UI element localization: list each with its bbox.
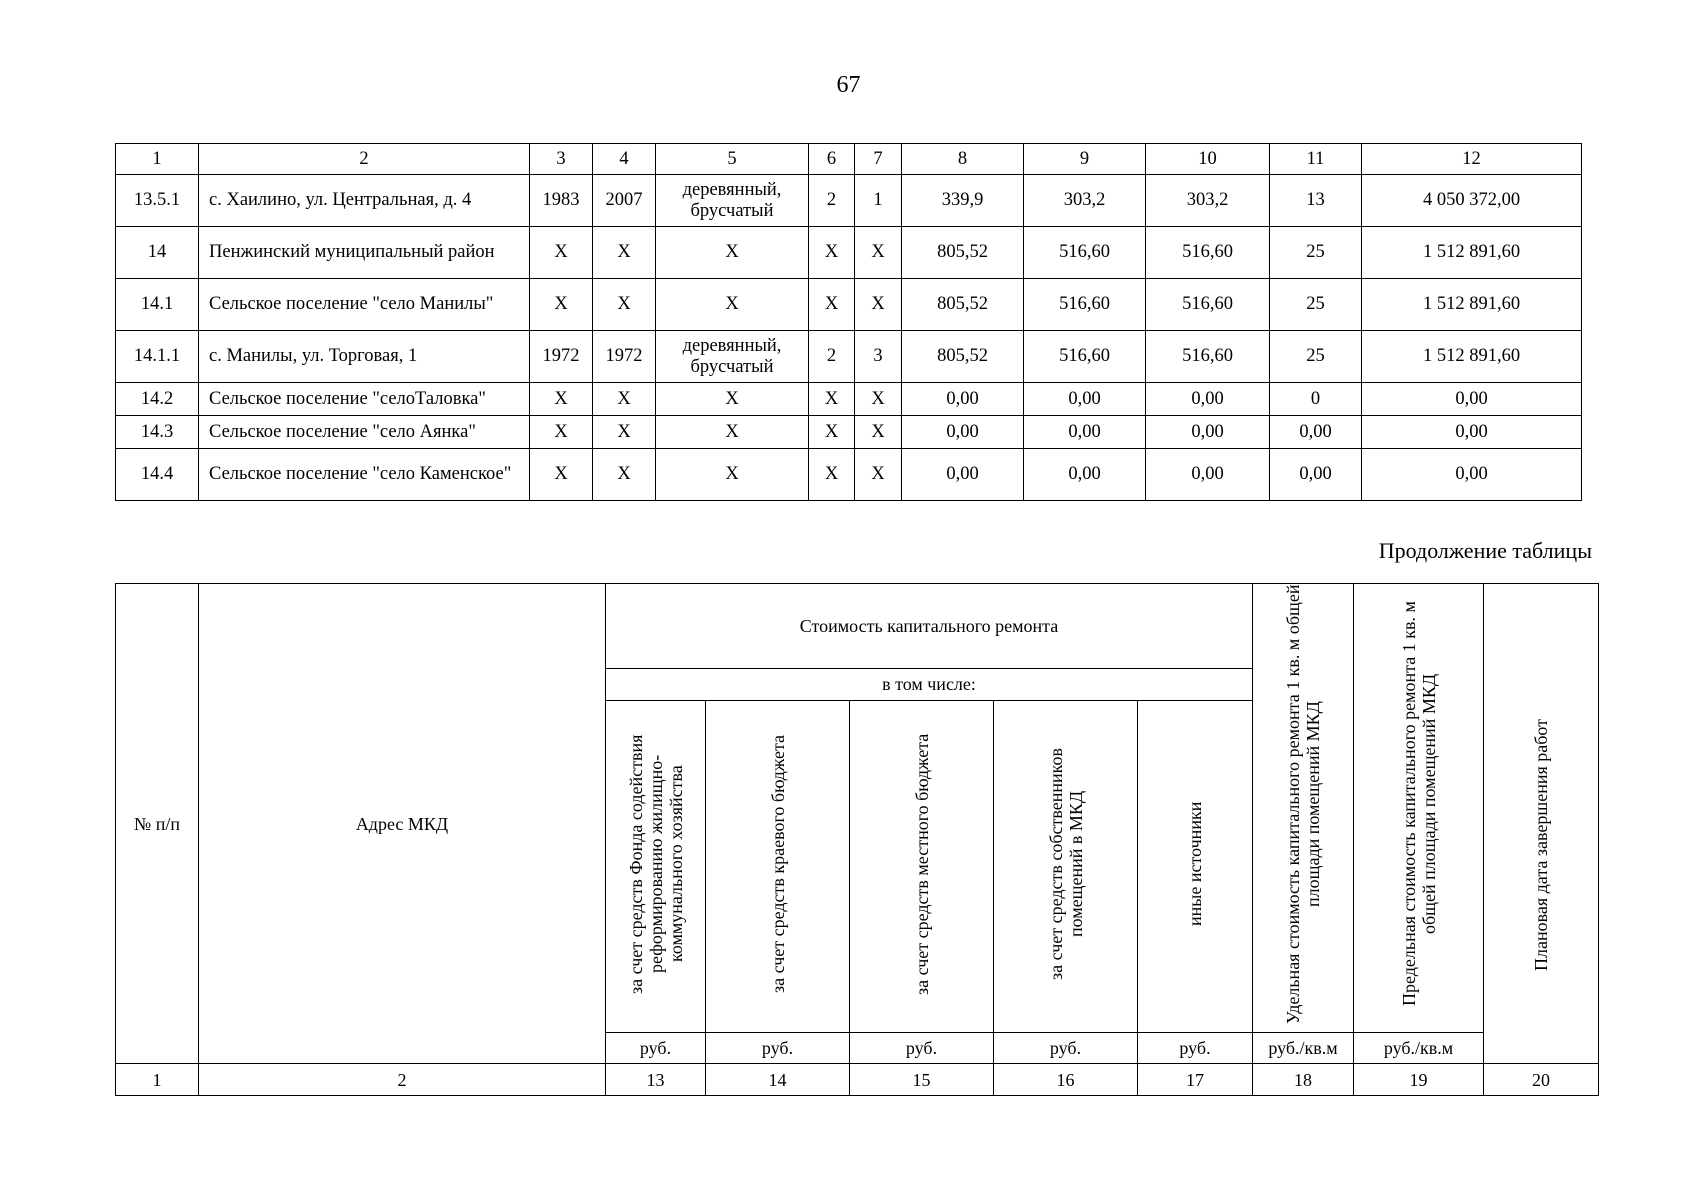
table-cell: 1983 — [530, 175, 593, 227]
table-cell: 13 — [1270, 175, 1362, 227]
column-number-cell: 7 — [855, 144, 902, 175]
column-number-cell: 12 — [1362, 144, 1582, 175]
table-cell: X — [656, 449, 809, 501]
column-number-cell: 19 — [1354, 1064, 1484, 1096]
table-cell: X — [855, 449, 902, 501]
table-cell: X — [530, 227, 593, 279]
header-owners-funds: за счет средств собственников помещений в МКД — [994, 701, 1138, 1033]
header-including: в том числе: — [606, 668, 1253, 700]
column-number-cell: 9 — [1024, 144, 1146, 175]
column-number-cell: 3 — [530, 144, 593, 175]
row-number-cell: 14.2 — [116, 383, 199, 416]
table-cell: 2 — [809, 175, 855, 227]
table-cell: 1 512 891,60 — [1362, 279, 1582, 331]
table-row — [116, 331, 1582, 383]
table-cell: X — [855, 279, 902, 331]
column-number-cell: 15 — [850, 1064, 994, 1096]
table-cell: 805,52 — [902, 227, 1024, 279]
column-number-cell: 17 — [1138, 1064, 1253, 1096]
table-cell: X — [656, 227, 809, 279]
table-cell: 1 512 891,60 — [1362, 227, 1582, 279]
unit-cell: руб. — [994, 1033, 1138, 1064]
table-cell: X — [593, 383, 656, 416]
table-cell: 303,2 — [1024, 175, 1146, 227]
table-cell: 1 512 891,60 — [1362, 331, 1582, 383]
table-cell: 0,00 — [1362, 449, 1582, 501]
header-other-sources: иные источники — [1138, 701, 1253, 1033]
table-row — [116, 416, 1582, 449]
continuation-table — [115, 583, 1599, 1096]
table-cell: 516,60 — [1024, 331, 1146, 383]
row-number-cell: 14.1 — [116, 279, 199, 331]
table-cell: X — [593, 279, 656, 331]
table-cell: 2007 — [593, 175, 656, 227]
table-cell: 0,00 — [902, 449, 1024, 501]
row-number-cell: 14.3 — [116, 416, 199, 449]
table-row — [116, 227, 1582, 279]
page-number: 67 — [836, 72, 861, 98]
table-cell: 516,60 — [1024, 279, 1146, 331]
unit-cell: руб./кв.м — [1253, 1033, 1354, 1064]
header-fund-source: за счет средств Фонда содействия реформированию жилищно-коммунального хозяйства — [606, 701, 706, 1033]
table-cell: 805,52 — [902, 331, 1024, 383]
unit-cell: руб./кв.м — [1354, 1033, 1484, 1064]
unit-cell: руб. — [850, 1033, 994, 1064]
table-cell: 1 — [855, 175, 902, 227]
table-cell: X — [530, 279, 593, 331]
table-cell: 516,60 — [1146, 227, 1270, 279]
column-number-cell: 20 — [1484, 1064, 1599, 1096]
column-number-cell: 11 — [1270, 144, 1362, 175]
table-cell: X — [593, 449, 656, 501]
table-cell: 0,00 — [1146, 383, 1270, 416]
column-number-cell: 4 — [593, 144, 656, 175]
table-cell: X — [530, 416, 593, 449]
column-number-cell: 2 — [199, 1064, 606, 1096]
table-cell: деревянный, брусчатый — [656, 175, 809, 227]
table-cell: 303,2 — [1146, 175, 1270, 227]
column-number-cell: 8 — [902, 144, 1024, 175]
table-cell: X — [809, 227, 855, 279]
address-cell: Сельское поселение "селоТаловка" — [199, 383, 530, 416]
header-address: Адрес МКД — [199, 584, 606, 1064]
table-cell: 0,00 — [1024, 383, 1146, 416]
table-cell: X — [809, 279, 855, 331]
table-cell: 0,00 — [902, 383, 1024, 416]
address-cell: с. Манилы, ул. Торговая, 1 — [199, 331, 530, 383]
table-cell: 339,9 — [902, 175, 1024, 227]
table-cell: 4 050 372,00 — [1362, 175, 1582, 227]
column-number-cell: 1 — [116, 144, 199, 175]
table-cell: X — [855, 416, 902, 449]
column-number-cell: 2 — [199, 144, 530, 175]
table-cell: 0,00 — [1362, 416, 1582, 449]
table-cell: X — [809, 416, 855, 449]
header-regional-budget: за счет средств краевого бюджета — [706, 701, 850, 1033]
table-cell: 0,00 — [1024, 416, 1146, 449]
unit-cell: руб. — [1138, 1033, 1253, 1064]
table-cell: X — [809, 383, 855, 416]
table-cell: 0,00 — [1024, 449, 1146, 501]
header-limit-cost: Предельная стоимость капитального ремонта 1 кв. м общей площади помещений МКД — [1354, 584, 1484, 1033]
table-cell: X — [530, 449, 593, 501]
table-cell: X — [855, 227, 902, 279]
header-repair-cost: Стоимость капитального ремонта — [606, 584, 1253, 669]
column-number-cell: 14 — [706, 1064, 850, 1096]
header-row-number: № п/п — [116, 584, 199, 1064]
table-cell: X — [593, 416, 656, 449]
unit-cell: руб. — [706, 1033, 850, 1064]
table-cell: X — [530, 383, 593, 416]
table-row — [116, 175, 1582, 227]
table-cell: 0,00 — [902, 416, 1024, 449]
address-cell: с. Хаилино, ул. Центральная, д. 4 — [199, 175, 530, 227]
data-table — [115, 143, 1582, 501]
row-number-cell: 14.4 — [116, 449, 199, 501]
table-cell: 3 — [855, 331, 902, 383]
table-cell: 0,00 — [1270, 416, 1362, 449]
table-cell: 805,52 — [902, 279, 1024, 331]
table-continuation-caption: Продолжение таблицы — [1378, 538, 1592, 563]
column-number-cell: 16 — [994, 1064, 1138, 1096]
row-number-cell: 14.1.1 — [116, 331, 199, 383]
table-cell: 1972 — [593, 331, 656, 383]
row-number-cell: 13.5.1 — [116, 175, 199, 227]
table-cell: 0,00 — [1146, 416, 1270, 449]
table-cell: 25 — [1270, 331, 1362, 383]
table-row — [116, 383, 1582, 416]
table-cell: X — [855, 383, 902, 416]
table-cell: 516,60 — [1024, 227, 1146, 279]
table-cell: деревянный, брусчатый — [656, 331, 809, 383]
table-cell: X — [656, 279, 809, 331]
table-cell: 516,60 — [1146, 279, 1270, 331]
unit-cell: руб. — [606, 1033, 706, 1064]
table-cell: 0,00 — [1362, 383, 1582, 416]
header-local-budget: за счет средств местного бюджета — [850, 701, 994, 1033]
table-cell: 1972 — [530, 331, 593, 383]
table-row — [116, 279, 1582, 331]
address-cell: Сельское поселение "село Манилы" — [199, 279, 530, 331]
table-row — [116, 449, 1582, 501]
address-cell: Пенжинский муниципальный район — [199, 227, 530, 279]
column-number-cell: 18 — [1253, 1064, 1354, 1096]
row-number-cell: 14 — [116, 227, 199, 279]
table-cell: 2 — [809, 331, 855, 383]
column-number-cell: 6 — [809, 144, 855, 175]
address-cell: Сельское поселение "село Каменское" — [199, 449, 530, 501]
table-cell: X — [656, 416, 809, 449]
column-number-cell: 13 — [606, 1064, 706, 1096]
header-unit-cost: Удельная стоимость капитального ремонта 1 кв. м общей площади помещений МКД — [1253, 584, 1354, 1033]
column-number-cell: 1 — [116, 1064, 199, 1096]
table-cell: 25 — [1270, 279, 1362, 331]
table-cell: X — [656, 383, 809, 416]
table-cell: 0 — [1270, 383, 1362, 416]
table-cell: 516,60 — [1146, 331, 1270, 383]
table-cell: 25 — [1270, 227, 1362, 279]
column-number-cell: 5 — [656, 144, 809, 175]
table-cell: 0,00 — [1146, 449, 1270, 501]
table-cell: X — [809, 449, 855, 501]
column-number-cell: 10 — [1146, 144, 1270, 175]
header-completion-date: Плановая дата завершения работ — [1484, 584, 1599, 1064]
address-cell: Сельское поселение "село Аянка" — [199, 416, 530, 449]
table-cell: 0,00 — [1270, 449, 1362, 501]
table-header-row — [116, 144, 1582, 175]
table-cell: X — [593, 227, 656, 279]
